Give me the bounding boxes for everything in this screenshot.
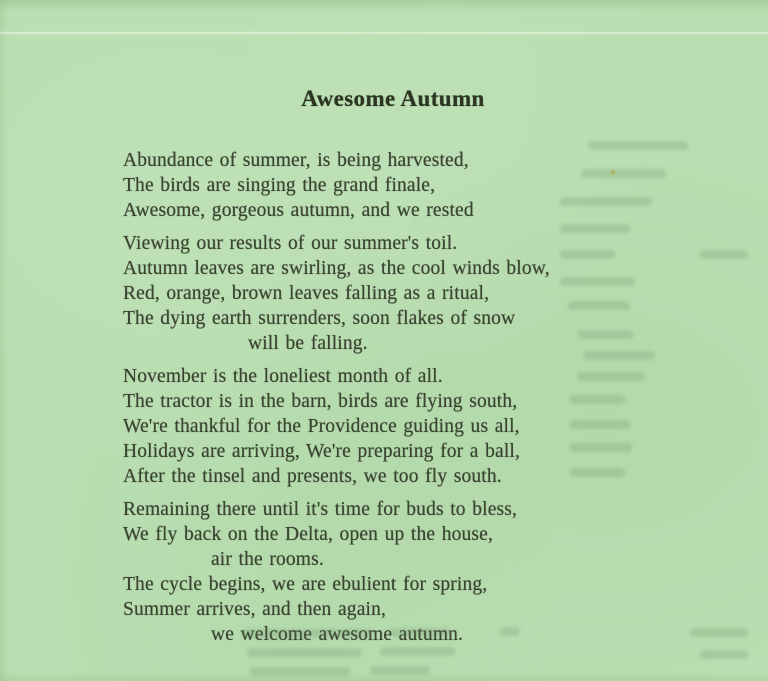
poem-line: Autumn leaves are swirling, as the cool winds blow, xyxy=(123,258,550,279)
poem-line-indented: we welcome awesome autumn. xyxy=(211,624,464,645)
poem-line: Red, orange, brown leaves falling as a ritual, xyxy=(123,283,490,304)
poem-line-indented: air the rooms. xyxy=(211,549,324,570)
page-left-edge-shading xyxy=(0,0,9,681)
poem-title: Awesome Autumn xyxy=(301,86,485,111)
poem-line: Viewing our results of our summer's toil. xyxy=(123,233,458,254)
poem-line: Abundance of summer, is being harvested, xyxy=(123,150,469,171)
bleedthrough-artifact xyxy=(700,250,748,259)
bleedthrough-artifact xyxy=(581,169,666,178)
bleedthrough-artifact xyxy=(250,667,350,676)
bleedthrough-artifact xyxy=(583,351,655,360)
bleedthrough-artifact xyxy=(690,628,748,637)
bleedthrough-artifact xyxy=(243,629,373,638)
bleedthrough-artifact xyxy=(560,224,630,233)
bleedthrough-artifact xyxy=(570,395,625,404)
bleedthrough-artifact xyxy=(577,372,645,381)
scan-fold-line xyxy=(0,32,768,34)
poem-line: November is the loneliest month of all. xyxy=(123,366,443,387)
poem-line: We fly back on the Delta, open up the house, xyxy=(123,524,493,545)
poem-line: The birds are singing the grand finale, xyxy=(123,175,436,196)
bleedthrough-artifact xyxy=(370,666,430,675)
bleedthrough-artifact xyxy=(578,330,633,339)
page-top-edge-shading xyxy=(0,0,768,11)
bleedthrough-artifact xyxy=(588,141,688,150)
bleedthrough-artifact xyxy=(560,277,635,286)
stanza-4 xyxy=(123,497,663,647)
poem-line: After the tinsel and presents, we too fly south. xyxy=(123,466,502,487)
bleedthrough-artifact xyxy=(570,443,632,452)
poem-line: The cycle begins, we are ebulient for spring, xyxy=(123,574,488,595)
poem-line: The dying earth surrenders, soon flakes of snow xyxy=(123,308,516,329)
bleedthrough-artifact xyxy=(568,301,630,310)
poem-line: We're thankful for the Providence guiding us all, xyxy=(123,416,520,437)
bleedthrough-artifact xyxy=(390,628,450,637)
bleedthrough-artifact xyxy=(560,250,615,259)
poem-line: Remaining there until it's time for buds to bless, xyxy=(123,499,518,520)
stanza-1 xyxy=(123,148,663,223)
poem-line: Summer arrives, and then again, xyxy=(123,599,386,620)
poem-line-indented: will be falling. xyxy=(248,333,368,354)
poem-line: The tractor is in the barn, birds are flying south, xyxy=(123,391,518,412)
bleedthrough-artifact xyxy=(560,197,652,206)
bleedthrough-artifact xyxy=(700,650,748,659)
bleedthrough-artifact xyxy=(570,420,630,429)
bleedthrough-artifact xyxy=(500,627,520,636)
bleedthrough-artifact xyxy=(570,468,625,477)
poem-line: Holidays are arriving, We're preparing for a ball, xyxy=(123,441,520,462)
bleedthrough-artifact xyxy=(380,647,455,656)
poem-line: Awesome, gorgeous autumn, and we rested xyxy=(123,200,474,221)
bleedthrough-artifact xyxy=(247,648,362,657)
